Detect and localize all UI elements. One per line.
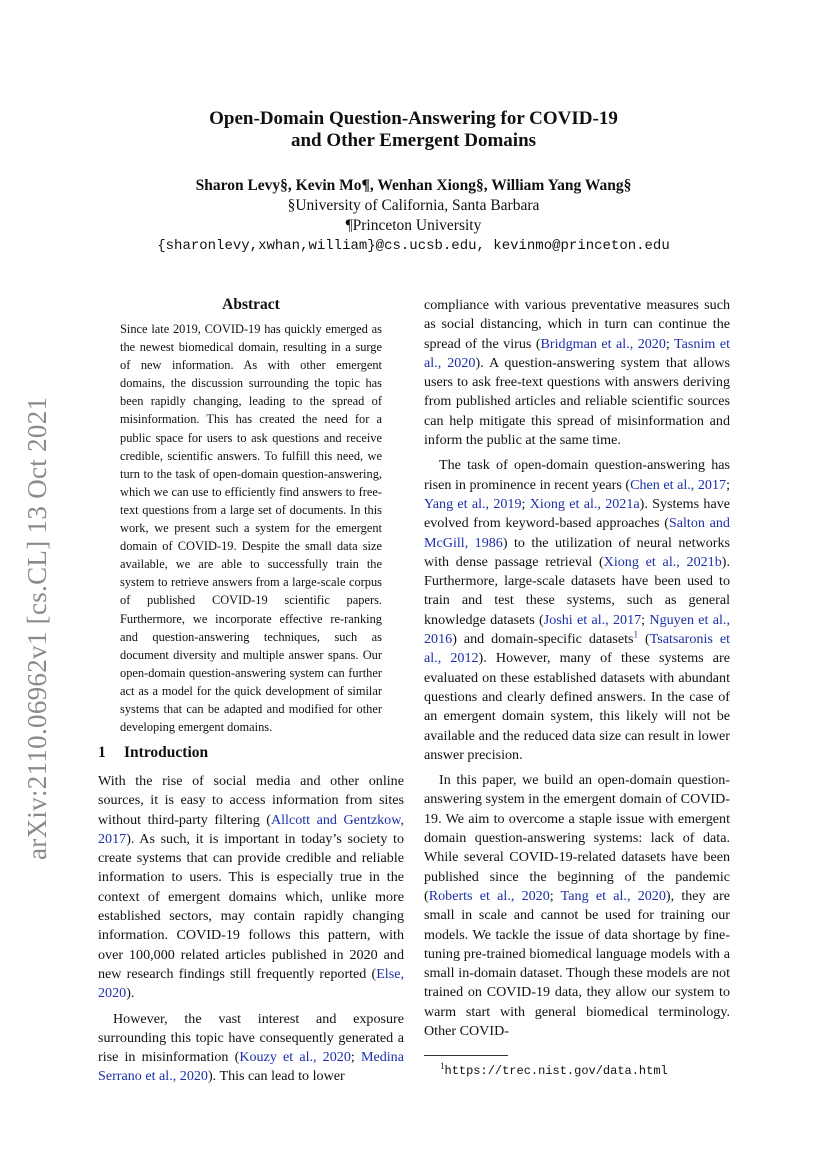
- citation-link[interactable]: Tasnim et al., 2020: [424, 335, 730, 371]
- intro-paragraph-3: The task of open-domain question-answering has risen in prominence in recent years (Chen et al., 2017; Yang et al., 2019; Xiong et al., 2021a). Systems have evolved from keyword-based approaches (Salton and McGill, 1986) to the utilization of neural networks with dense passage retrieval (Xiong et al., 2021b). Furthermore, large-scale datasets have been used to train and test these systems, such as general knowledge datasets (Joshi et al., 2017; Nguyen et al., 2016) and domain-specific datasets$^1$ (Tsatsaronis et al., 2012). However, many of these systems are evaluated on these established datasets with abundant questions and clearly defined answers. In the case of an emergent domain system, this likely will not be available and the reduced data size can result in lower answer precision.: [424, 457, 731, 763]
- footnote-url-link[interactable]: https://trec.nist.gov/data.html: [444, 1064, 668, 1078]
- citation-link[interactable]: Tang et al., 2020: [560, 887, 666, 904]
- citation-link[interactable]: Salton and McGill, 1986: [424, 515, 730, 551]
- intro-paragraph-4: In this paper, we build an open-domain question-answering system in the emergent domain of COVID-19. We aim to overcome a staple issue with emergent domain question-answering systems: lack of data. While several COVID-19-related datasets have been published since the beginning of the pandemic (Roberts et al., 2020; Tang et al., 2020), they are small in scale and cannot be used for training our models. We tackle the issue of data shortage by fine-tuning pre-trained biomedical language models with a small in-domain dataset. Though these models are not trained on COVID-19 data, they allow our system to warm start with general biomedical terminology. Other COVID-: [424, 772, 731, 1039]
- citation-link[interactable]: Roberts et al., 2020: [428, 887, 550, 904]
- citation-link[interactable]: Medina Serrano et al., 2020: [98, 1049, 404, 1085]
- author-emails: {sharonlevy,xwhan,william}@cs.ucsb.edu, kevinmo@princeton.edu: [157, 238, 670, 254]
- left-column-body: [98, 772, 404, 1093]
- affiliation-princeton: ¶Princeton University: [345, 217, 482, 234]
- intro-paragraph-2: However, the vast interest and exposure surrounding this topic have consequently generated a rise in misinformation (Kouzy et al., 2020; Medina Serrano et al., 2020). This can lead to lower: [98, 1010, 404, 1085]
- intro-paragraph-2-continued: compliance with various preventative measures such as social distancing, which in turn can continue the spread of the virus (Bridgman et al., 2020; Tasnim et al., 2020). A question-answering system that allows users to ask free-text questions with answers deriving from published articles and reliable scientific sources can help mitigate this spread of misinformation and inform the public at the same time.: [424, 297, 730, 449]
- abstract-heading: Abstract: [222, 296, 280, 313]
- footnote-marker[interactable]: 1: [633, 629, 638, 640]
- col-break-text: ). This can lead to lower: [207, 1068, 345, 1085]
- footnote-rule: [424, 1055, 508, 1056]
- abstract-text: Since late 2019, COVID-19 has quickly emerged as the newest biomedical domain, resulting in a surge of new information. As with other emergent domains, the discussion surrounding the topic has been rapidly changing, leading to the spread of misinformation. This has created the need for a public space for users to ask questions and receive credible, scientific answers. To fulfill this need, we turn to the task of open-domain question-answering, which we can use to efficiently find answers to free-text questions from a large set of documents. In this work, we present such a system for the emergent domain of COVID-19. Despite the small data size available, we are able to successfully train the system to retrieve answers from a large-scale corpus of published COVID-19 scientific papers. Furthermore, we incorporate effective re-ranking and question-answering techniques, such as document diversity and multiple answer spans. Our open-domain question-answering system can further act as a model for the quick development of similar systems that can be adapted and modified for other developing emergent domains.: [120, 322, 382, 735]
- citation-link[interactable]: Chen et al., 2017: [630, 476, 727, 493]
- citation-link[interactable]: Yang et al., 2019: [424, 495, 522, 512]
- citation-link[interactable]: Joshi et al., 2017: [543, 611, 642, 628]
- paper-title: [0, 108, 827, 152]
- citation-link[interactable]: Else, 2020: [98, 965, 404, 1002]
- footnote-number: 1: [440, 1061, 445, 1071]
- title-line-2: and Other Emergent Domains: [290, 130, 537, 151]
- title-line-1: Open-Domain Question-Answering for COVID-19: [209, 108, 618, 129]
- footnote: [440, 1061, 668, 1078]
- arxiv-identifier: arXiv:2110.06962v1 [cs.CL] 13 Oct 2021: [22, 396, 52, 860]
- citation-link[interactable]: Tsatsaronis et al., 2012: [424, 631, 730, 667]
- affiliation-ucsb: §University of California, Santa Barbara: [287, 197, 540, 214]
- citation-link[interactable]: Kouzy et al., 2020: [239, 1049, 351, 1066]
- section-title: Introduction: [124, 744, 209, 761]
- citation-link[interactable]: Bridgman et al., 2020: [540, 335, 666, 352]
- citation-link[interactable]: Nguyen et al., 2016: [424, 611, 730, 648]
- section-heading-introduction: [98, 744, 208, 762]
- section-number: 1: [98, 744, 106, 761]
- right-column-body: [424, 296, 730, 1047]
- intro-paragraph-1: With the rise of social media and other online sources, it is easy to access information from sites without third-party filtering (Allcott and Gentzkow, 2017). As such, it is important in today’s society to create systems that can provide credible and reliable information to users. This is especially true in the context of emergent domains which, unlike more established sectors, may contain rapidly changing information. COVID-19 follows this pattern, with over 100,000 related articles published in 2020 and new research findings still frequently reported (Else, 2020).: [98, 773, 404, 1002]
- citation-link[interactable]: Xiong et al., 2021a: [529, 495, 640, 512]
- author-names: Sharon Levy§, Kevin Mo¶, Wenhan Xiong§, William Yang Wang§: [195, 177, 632, 194]
- author-block: [0, 176, 827, 256]
- abstract-body: [120, 320, 382, 736]
- citation-link[interactable]: Allcott and Gentzkow, 2017: [98, 811, 404, 847]
- citation-link[interactable]: Xiong et al., 2021b: [603, 553, 722, 570]
